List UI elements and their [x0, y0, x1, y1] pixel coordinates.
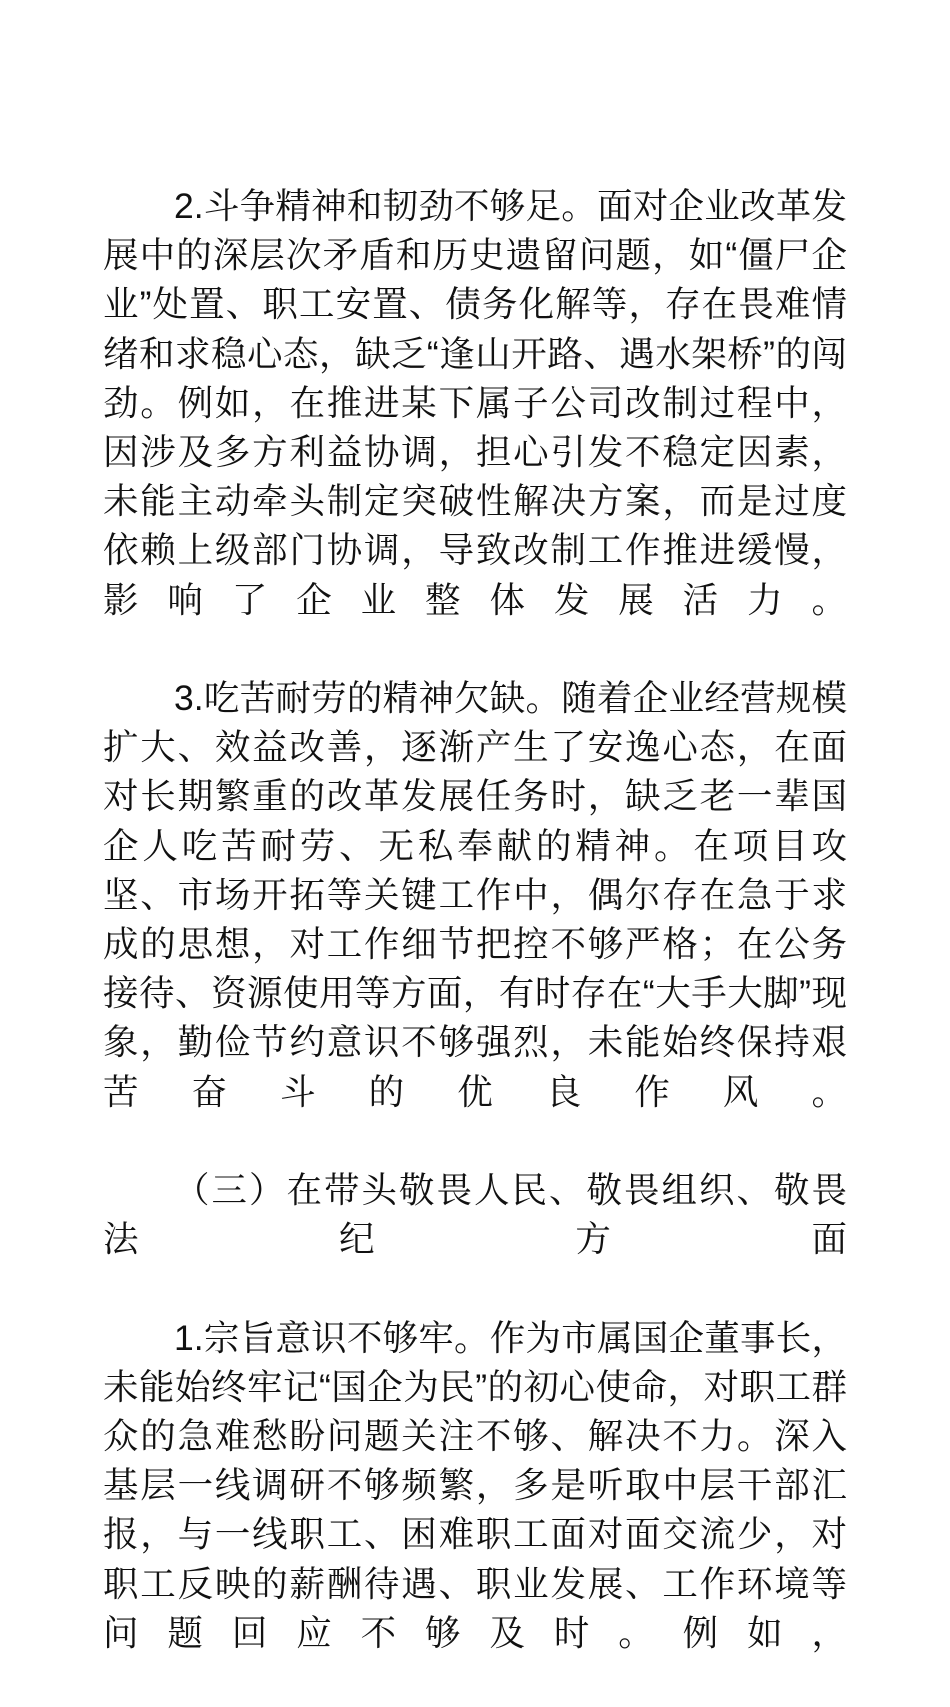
- paragraph-item-3: 3.吃苦耐劳的精神欠缺。随着企业经营规模扩大、效益改善，逐渐产生了安逸心态，在面对长期繁重的改革发展任务时，缺乏老一辈国企人吃苦耐劳、无私奉献的精神。在项目攻坚、市场开拓等关键工作中，偶尔存在急于求成的思想，对工作细节把控不够严格；在公务接待、资源使用等方面，有时存在“大手大脚”现象，勤俭节约意识不够强烈，未能始终保持艰苦奋斗的优良作风。: [103, 678, 847, 1112]
- paragraph-item-2: 2.斗争精神和韧劲不够足。面对企业改革发展中的深层次矛盾和历史遗留问题，如“僵尸企业”处置、职工安置、债务化解等，存在畏难情绪和求稳心态，缺乏“逢山开路、遇水架桥”的闯劲。例如，在推进某下属子公司改制过程中，因涉及多方利益协调，担心引发不稳定因素，未能主动牵头制定突破性解决方案，而是过度依赖上级部门协调，导致改制工作推进缓慢，影响了企业整体发展活力。: [103, 186, 847, 620]
- section-heading-three: （三）在带头敬畏人民、敬畏组织、敬畏法纪方面: [103, 1170, 847, 1260]
- paragraph-item-1: 1.宗旨意识不够牢。作为市属国企董事长，未能始终牢记“国企为民”的初心使命，对职工群众的急难愁盼问题关注不够、解决不力。深入基层一线调研不够频繁，多是听取中层干部汇报，与一线职工、困难职工面对面交流少，对职工反映的薪酬待遇、职业发展、工作环境等问题回应不够及时。例如，: [103, 1317, 847, 1653]
- document-body: [103, 182, 847, 1707]
